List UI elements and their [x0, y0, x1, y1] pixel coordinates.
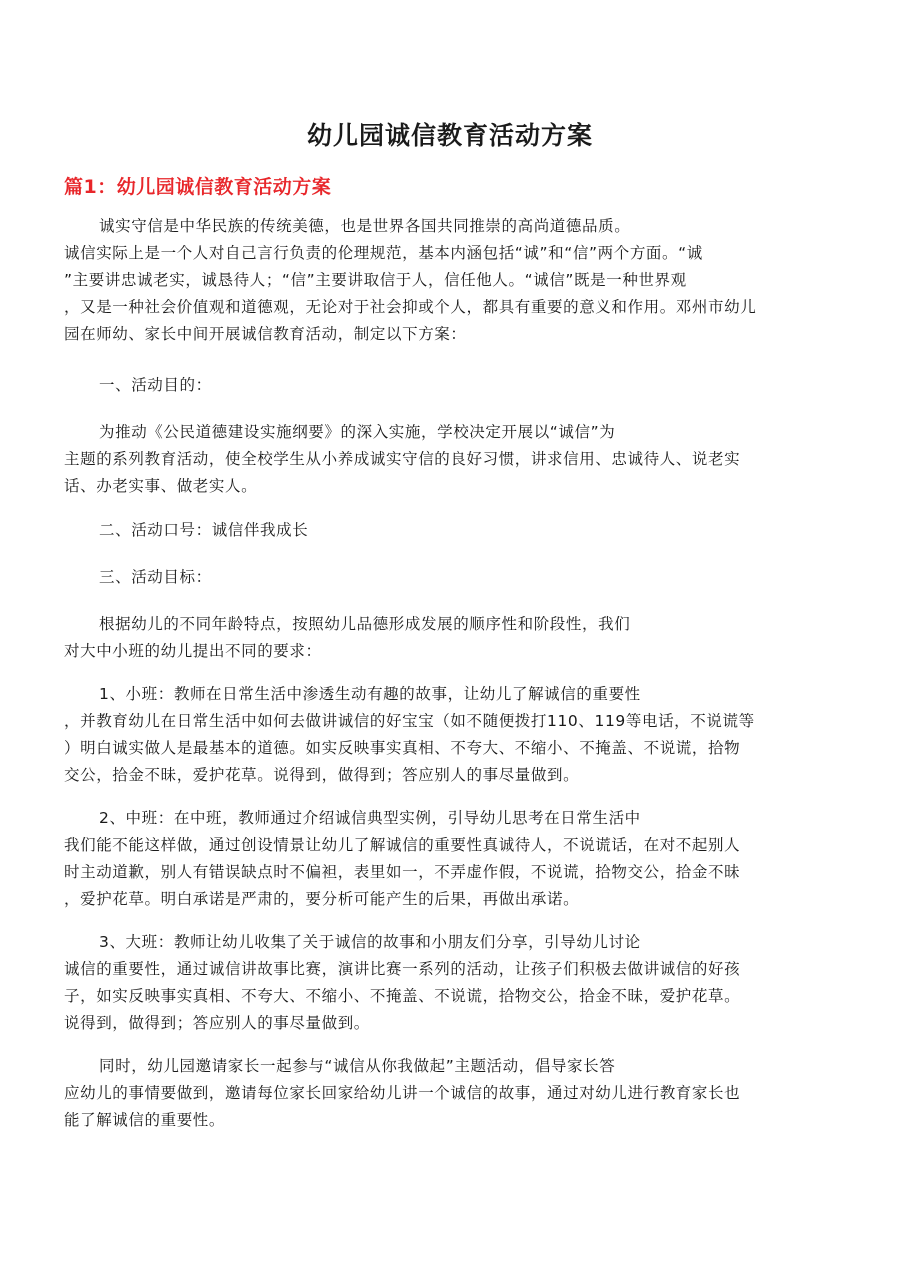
- paragraph-line: ，爱护花草。明白承诺是严肃的，要分析可能产生的后果，再做出承诺。: [64, 890, 580, 908]
- paragraph-line: 为推动《公民道德建设实施纲要》的深入实施，学校决定开展以“诚信”为: [99, 423, 616, 441]
- paragraph-line: 三、活动目标：: [99, 568, 212, 586]
- paragraph-line: 诚信实际上是一个人对自己言行负责的伦理规范，基本内涵包括“诚”和“信”两个方面。“诚: [64, 244, 703, 262]
- paragraph-line: 诚实守信是中华民族的传统美德，也是世界各国共同推崇的高尚道德品质。: [99, 217, 631, 235]
- paragraph-line: 能了解诚信的重要性。: [64, 1111, 226, 1129]
- document-title: 幼儿园诚信教育活动方案: [306, 121, 593, 150]
- paragraph-line: 我们能不能这样做，通过创设情景让幼儿了解诚信的重要性真诚待人，不说谎话，在对不起别人: [64, 836, 741, 854]
- paragraph-line: 同时，幼儿园邀请家长一起参与“诚信从你我做起”主题活动，倡导家长答: [99, 1057, 616, 1075]
- section-heading: 篇1：幼儿园诚信教育活动方案: [64, 176, 332, 198]
- paragraph-line: 时主动道歉，别人有错误缺点时不偏袒，表里如一，不弄虚作假，不说谎，拾物交公，拾金不昧: [64, 863, 741, 881]
- paragraph-line: 话、办老实事、做老实人。: [64, 477, 258, 495]
- paragraph-line: ”主要讲忠诚老实，诚恳待人；“信”主要讲取信于人，信任他人。“诚信”既是一种世界观: [64, 271, 687, 289]
- paragraph-line: 根据幼儿的不同年龄特点，按照幼儿品德形成发展的顺序性和阶段性，我们: [99, 615, 631, 633]
- purpose-paragraph: [64, 419, 836, 500]
- paragraph-line: 3、大班：教师让幼儿收集了关于诚信的故事和小朋友们分享，引导幼儿讨论: [99, 933, 641, 951]
- intro-paragraph: [64, 213, 836, 348]
- paragraph-line: 交公，拾金不昧，爱护花草。说得到，做得到；答应别人的事尽量做到。: [64, 766, 580, 784]
- paragraph-line: 说得到，做得到；答应别人的事尽量做到。: [64, 1014, 370, 1032]
- paragraph-line: 二、活动口号：诚信伴我成长: [99, 521, 309, 539]
- paragraph-line: 园在师幼、家长中间开展诚信教育活动，制定以下方案：: [64, 325, 467, 343]
- heading-activity-slogan: [64, 517, 836, 544]
- paragraph-line: ，并教育幼儿在日常生活中如何去做讲诚信的好宝宝（如不随便拨打110、119等电话，不说谎等: [64, 712, 755, 730]
- parents-paragraph: [64, 1053, 836, 1134]
- paragraph-line: 对大中小班的幼儿提出不同的要求：: [64, 642, 322, 660]
- heading-activity-goals: [64, 564, 836, 591]
- heading-activity-purpose: [64, 372, 836, 399]
- large-class-paragraph: [64, 929, 836, 1037]
- paragraph-line: 2、中班：在中班，教师通过介绍诚信典型实例，引导幼儿思考在日常生活中: [99, 809, 641, 827]
- paragraph-line: ）明白诚实做人是最基本的道德。如实反映事实真相、不夸大、不缩小、不掩盖、不说谎，拾物: [64, 739, 741, 757]
- paragraph-line: 应幼儿的事情要做到，邀请每位家长回家给幼儿讲一个诚信的故事，通过对幼儿进行教育家长也: [64, 1084, 741, 1102]
- paragraph-line: 子，如实反映事实真相、不夸大、不缩小、不掩盖、不说谎，拾物交公，拾金不昧，爱护花草。: [64, 987, 741, 1005]
- paragraph-line: ，又是一种社会价值观和道德观，无论对于社会抑或个人，都具有重要的意义和作用。邓州市幼儿: [64, 298, 757, 316]
- paragraph-line: 主题的系列教育活动，使全校学生从小养成诚实守信的良好习惯，讲求信用、忠诚待人、说老实: [64, 450, 741, 468]
- paragraph-line: 诚信的重要性，通过诚信讲故事比赛，演讲比赛一系列的活动，让孩子们积极去做讲诚信的好孩: [64, 960, 741, 978]
- paragraph-line: 一、活动目的：: [99, 376, 212, 394]
- middle-class-paragraph: [64, 805, 836, 913]
- goals-intro-paragraph: [64, 611, 836, 665]
- paragraph-line: 1、小班：教师在日常生活中渗透生动有趣的故事，让幼儿了解诚信的重要性: [99, 685, 641, 703]
- small-class-paragraph: [64, 681, 836, 789]
